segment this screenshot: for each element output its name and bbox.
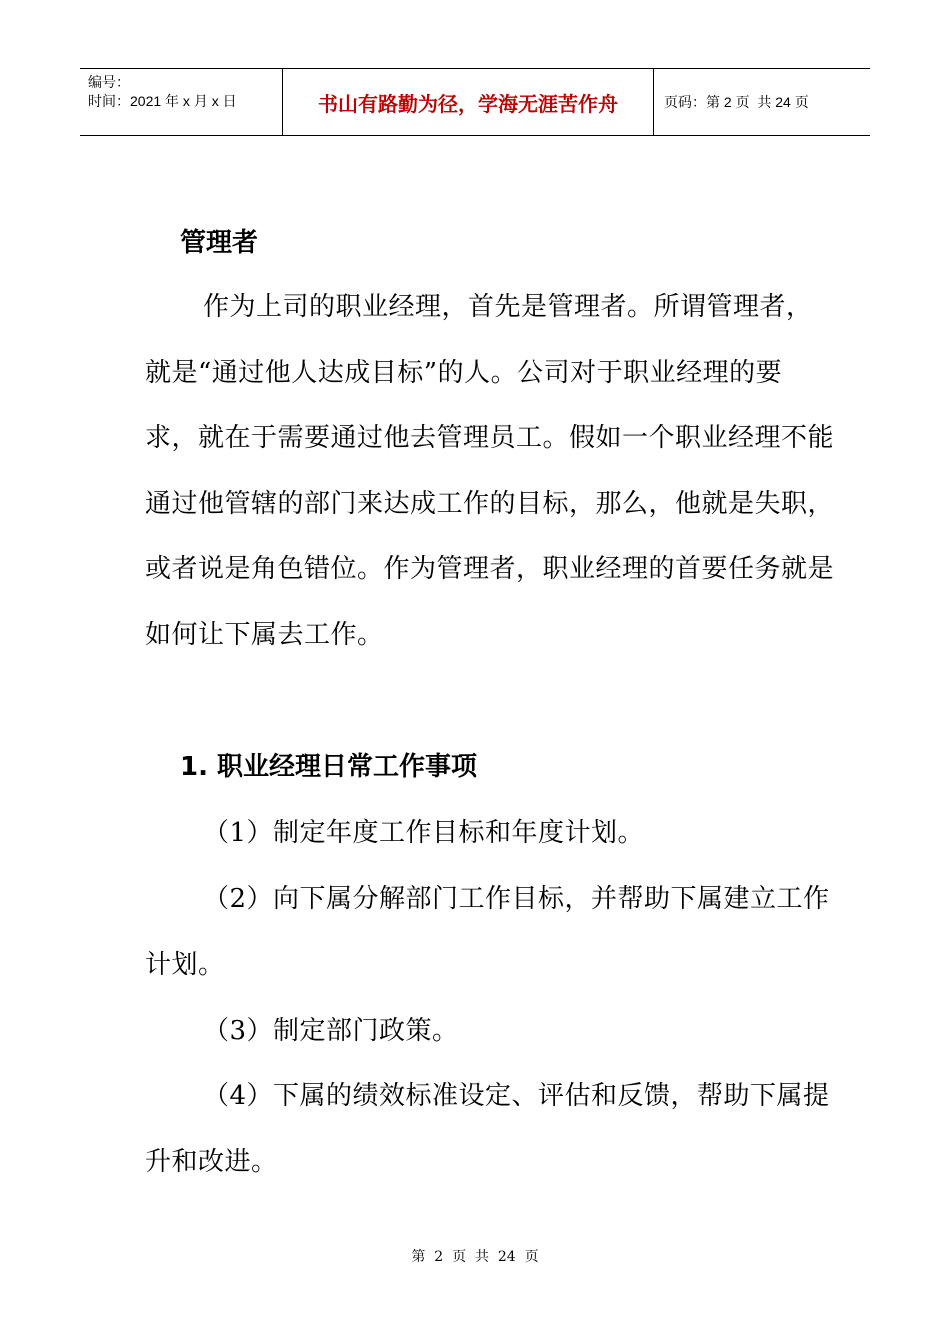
section-paragraph-manager: 作为上司的职业经理，首先是管理者。所谓管理者，就是“通过他人达成目标”的人。公司对于职业经理的要求，就在于需要通过他去管理员工。假如一个职业经理不能通过他管辖的部门来达成工作的目标，那么，他就是失职，或者说是角色错位。作为管理者，职业经理的首要任务就是如何让下属去工作。 [145,292,835,650]
header-time-label: 时间：2021 年 x 月 x 日 [88,93,237,109]
header-page-info-cell [654,69,870,135]
list-item: （2）向下属分解部门工作目标，并帮助下属建立工作计划。 [145,884,830,980]
header-number-label: 编号： [88,74,130,90]
header-motto: 书山有路勤为径，学海无涯苦作舟 [283,69,654,135]
list-item: （4）下属的绩效标准设定、评估和反馈，帮助下属提升和改进。 [145,1081,830,1177]
header-meta-cell [80,69,283,135]
list-item: （1）制定年度工作目标和年度计划。 [203,818,645,848]
section-heading-manager: 管理者 [180,228,259,258]
header-page-info: 页码：第 2 页 共 24 页 [664,94,809,110]
section-heading-daily-tasks: 1. 职业经理日常工作事项 [180,752,478,782]
document-header [80,68,870,136]
footer-page-number: 第 2 页 共 24 页 [411,1249,539,1265]
list-item: （3）制定部门政策。 [203,1016,459,1046]
page-footer [0,1246,950,1266]
